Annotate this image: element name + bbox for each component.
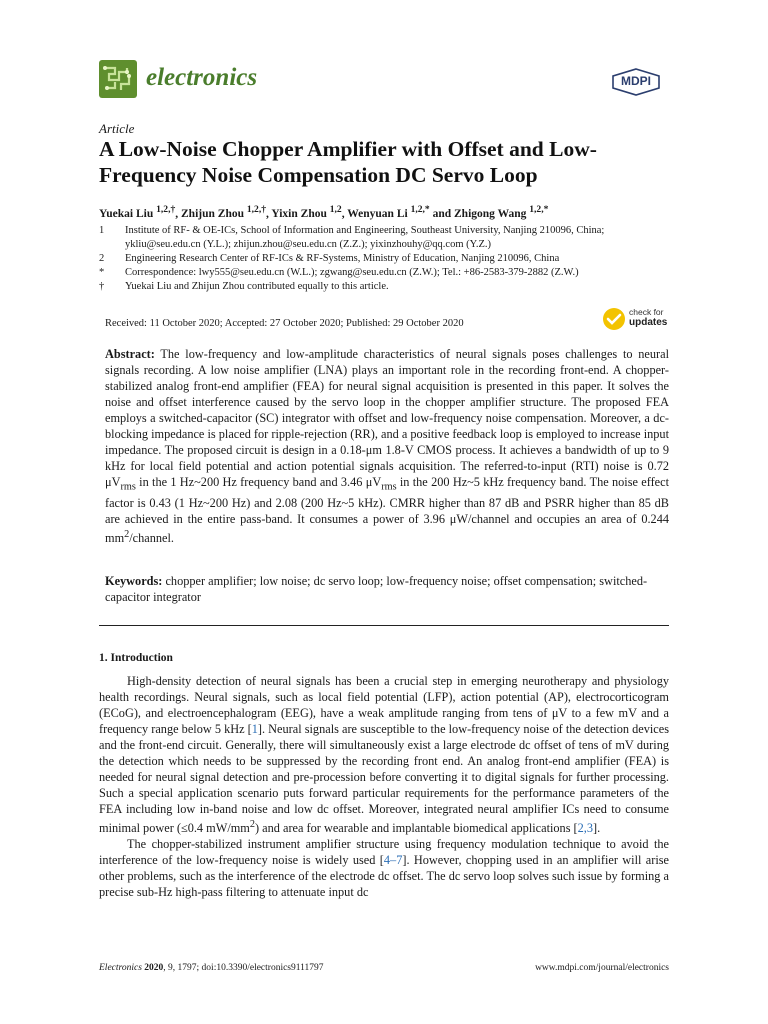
- affiliation-mark: 2: [99, 253, 105, 264]
- affiliation-text: Engineering Research Center of RF-ICs & RF-Systems, Ministry of Education, Nanjing 210096, China: [125, 253, 560, 264]
- introduction-body: [99, 673, 669, 900]
- author-name: Yuekai Liu: [99, 207, 154, 220]
- subscript-rms: rms: [381, 481, 397, 493]
- section-heading-introduction: 1. Introduction: [99, 652, 173, 664]
- article-title: A Low-Noise Chopper Amplifier with Offset and Low-Frequency Noise Compensation DC Servo Loop: [99, 137, 597, 187]
- paragraph-text: ) and area for wearable and implantable biomedical applications [: [255, 821, 578, 836]
- affiliation-mark: 1: [99, 225, 105, 236]
- footer-year: 2020: [144, 963, 164, 973]
- publisher-name: MDPI: [621, 74, 651, 88]
- author-name: Zhigong Wang: [454, 207, 527, 220]
- footer-citation: [99, 963, 324, 973]
- abstract-text: in the 200 Hz~5 kHz frequency band. The noise effect factor is 0.43 (1 Hz~200 Hz) and 2.08 (200 Hz~5 kHz). CMRR higher than 87 dB and PSRR higher than 85 dB are achieved in the entire pass-band. It consumes a power of 3.96 μW/channel and occupies an area of 0.244 mm: [105, 475, 669, 546]
- author-name: Wenyuan Li: [347, 207, 408, 220]
- journal-name: electronics: [146, 64, 258, 91]
- keywords: [105, 573, 669, 605]
- publication-dates: Received: 11 October 2020; Accepted: 27 October 2020; Published: 29 October 2020: [105, 318, 464, 329]
- article-type: Article: [99, 121, 135, 136]
- author-affil-mark: 1,2: [329, 204, 342, 215]
- equal-contribution-note: [99, 280, 679, 294]
- paragraph: [99, 673, 669, 836]
- author-affil-mark: 1,2,*: [529, 204, 549, 215]
- correspondence-item: [99, 266, 679, 280]
- paragraph: [99, 836, 669, 900]
- affiliation-item: [99, 224, 679, 252]
- affiliation-item: [99, 252, 679, 266]
- affiliation-mark: *: [99, 267, 105, 278]
- footer-journal-url[interactable]: www.mdpi.com/journal/electronics: [535, 963, 669, 973]
- check-for-updates-button[interactable]: [602, 306, 682, 332]
- paragraph-text: The chopper-stabilized instrument amplifier structure using frequency modulation technique to avoid the interference of the low-frequency noise is widely used [: [99, 837, 669, 868]
- superscript-2: 2: [124, 529, 130, 541]
- paragraph-text: ].: [593, 821, 601, 836]
- footer-journal: Electronics: [99, 963, 142, 973]
- journal-logo-icon: [99, 60, 137, 98]
- affiliation-mark: †: [99, 281, 105, 292]
- citation-link[interactable]: 2,3: [577, 821, 594, 836]
- author-affil-mark: 1,2,†: [246, 204, 267, 215]
- affiliation-text: Institute of RF- & OE-ICs, School of Information and Engineering, Southeast University, Nanjing 210096, China; ykliu@seu.edu.cn (Y.L.); zhijun.zhou@seu.edu.cn (Z.Z.); yixinzhouhy@qq.com (Y.Z.): [125, 225, 605, 250]
- check-updates-line2: updates: [629, 317, 668, 328]
- paragraph-text: High-density detection of neural signals has been a crucial step in emerging neurotherapy and physiology health recordings. Neural signals, such as local field potential (LFP), action potential (AP), electrocorticogram (ECoG), and electroencephalogram (EEG), have a weak amplitude ranging from tens of μV to a few mV and a frequency range below 5 kHz [: [99, 674, 669, 736]
- author-name: Yixin Zhou: [271, 207, 327, 220]
- correspondence-text: Correspondence: lwy555@seu.edu.cn (W.L.); zgwang@seu.edu.cn (Z.W.); Tel.: +86-2583-379-2882 (Z.W.): [125, 267, 579, 278]
- equal-contribution-text: Yuekai Liu and Zhijun Zhou contributed equally to this article.: [125, 281, 389, 292]
- citation-link[interactable]: 4–7: [383, 853, 403, 868]
- abstract-label: Abstract:: [105, 347, 155, 361]
- footer-doi: , 9, 1797; doi:10.3390/electronics9111797: [163, 963, 324, 973]
- citation-link[interactable]: 1: [251, 722, 258, 736]
- keywords-label: Keywords:: [105, 574, 163, 588]
- abstract-text: /channel.: [129, 531, 174, 546]
- abstract-text: in the 1 Hz~200 Hz frequency band and 3.46 μV: [135, 475, 382, 489]
- paragraph-text: ]. However, chopping used in an amplifier will arise other problems, such as the interference of the electrode dc offset. The dc servo loop solves such issue by forming a precise sub-Hz high-pass filtering to attenuate input dc: [99, 853, 669, 900]
- author-affil-mark: 1,2,†: [156, 204, 176, 215]
- abstract-text: The low-frequency and low-amplitude characteristics of neural signals poses challenges to neural signals recording. A low noise amplifier (LNA) plays an important role in the recording front-end. A chopper-stabilized analog front-end amplifier (FEA) for neural signal acquisition is presented in this paper. It solves the noise and offset interference caused by the servo loop in the chopper amplifier structure. The proposed FEA employs a switched-capacitor (SC) integrator with offset and low-frequency noise compensation. Moreover, a dc-blocking impedance is placed for ripple-rejection (RR), and a positive feedback loop is employed to increase input impedance. The proposed circuit is design in a 0.18-μm 1.8-V CMOS process. It achieves a bandwidth of up to 9 kHz for local field potential and action potential signals acquisition. The referred-to-input (RTI) noise is 0.72 μV: [105, 347, 669, 489]
- author-list: Yuekai Liu $^{1,2,\dagger}$, Zhijun Zhou $^{1,2,\dagger}$, Yixin Zhou $^{1,2}$, Wenyuan Li $^{1,2,*}$ and Zhigong Wang $^{1,2,*}$: [99, 204, 549, 220]
- superscript-2: 2: [249, 819, 255, 830]
- paragraph-text: ]. Neural signals are susceptible to the low-frequency noise of the detection devices and the front-end circuit. Generally, there will simultaneously exist a large electrode dc offset of tens of mV during the detection which needs to be suppressed by the recording front end. An analog front-end amplifier (FEA) is needed for neural signal detection and pre-procession before converting it to digital signals for further processing. Such a special application scenario puts forward particular requirements for the performance parameters of the FEA including low in-band noise and low dc offset. Moreover, integrated neural amplifier ICs need to consume minimal power (≤0.4 mW/mm: [99, 722, 669, 836]
- publisher-logo: [611, 68, 661, 96]
- check-updates-icon: [602, 307, 626, 331]
- check-updates-line1: check for: [629, 307, 664, 317]
- abstract: [105, 346, 669, 547]
- keywords-text: chopper amplifier; low noise; dc servo loop; low-frequency noise; offset compensation; switched-capacitor integrator: [105, 574, 648, 604]
- author-affil-mark: 1,2,*: [410, 204, 430, 215]
- section-divider: [99, 625, 669, 626]
- subscript-rms: rms: [120, 481, 136, 493]
- author-name: Zhijun Zhou: [181, 207, 244, 220]
